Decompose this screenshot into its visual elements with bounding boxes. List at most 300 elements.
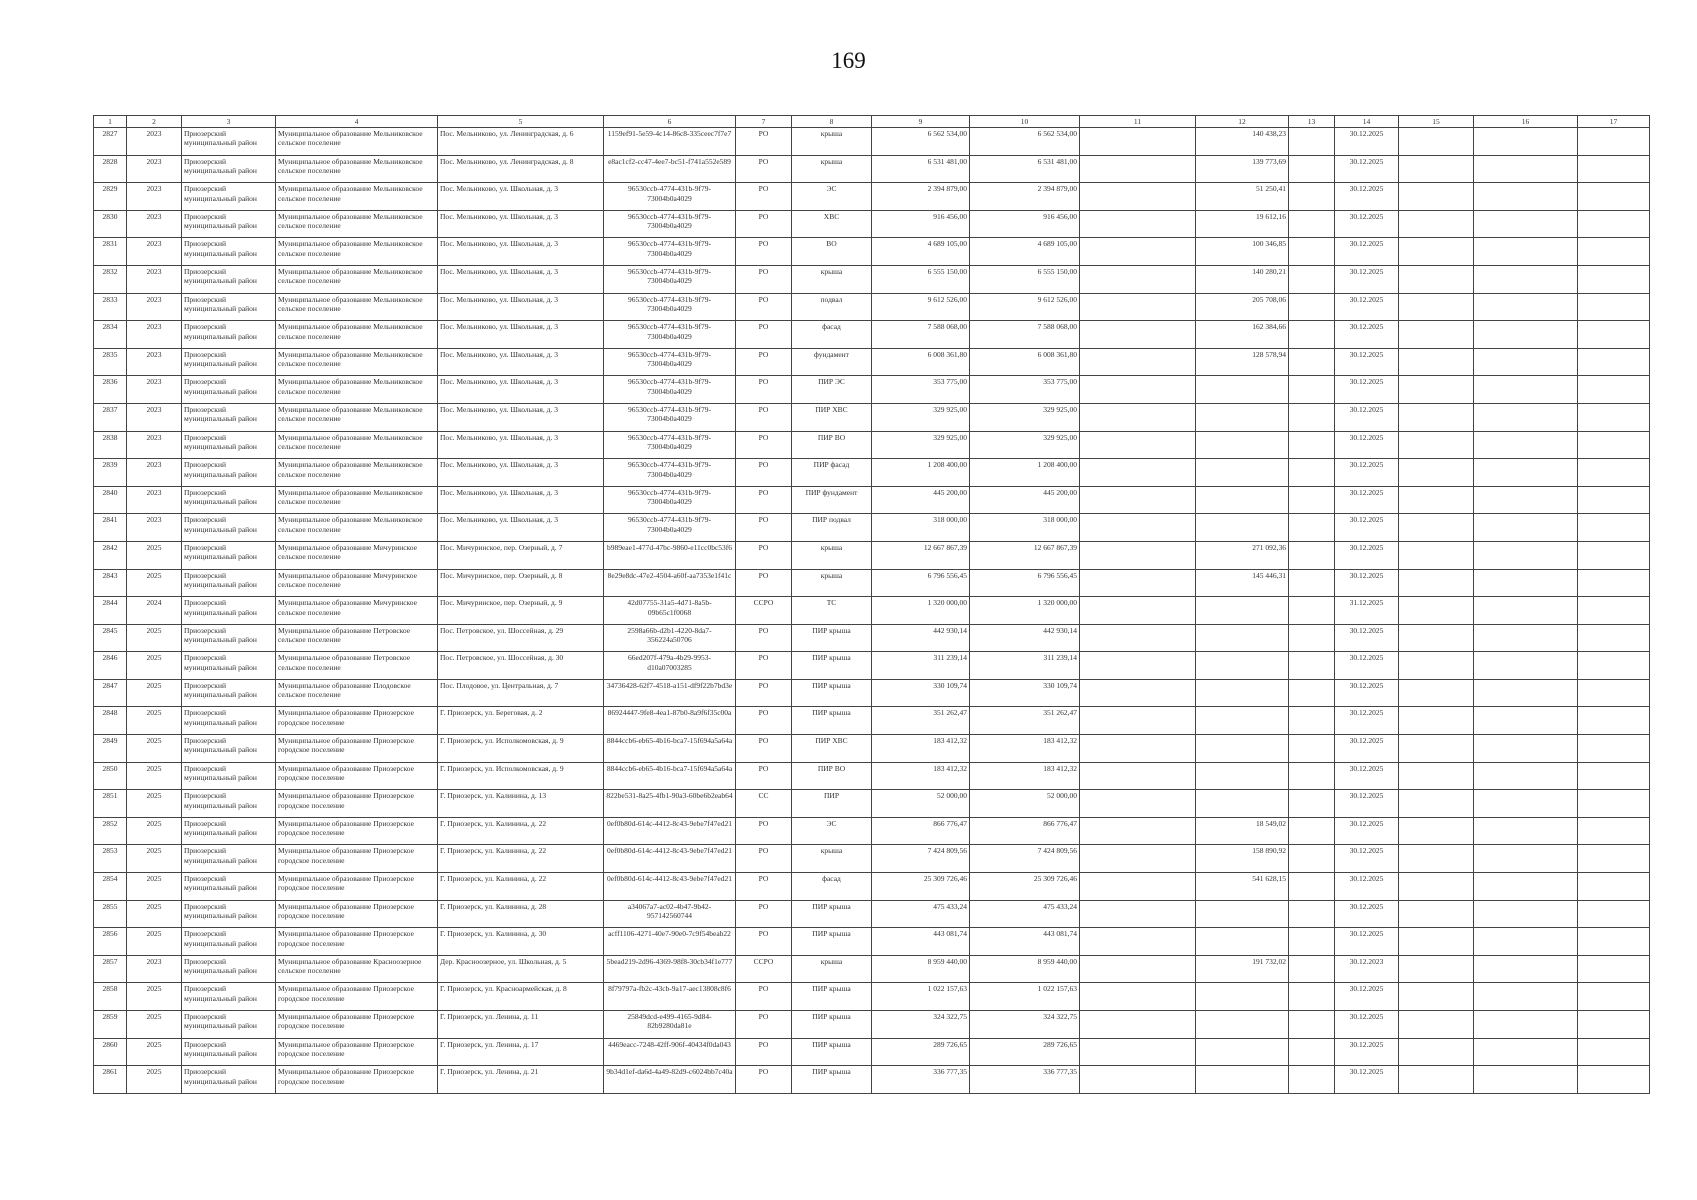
cell-column-13 bbox=[1289, 569, 1335, 597]
cell-column-15 bbox=[1399, 183, 1474, 211]
cell-cost-total: 289 726,65 bbox=[872, 1038, 970, 1066]
cell-row-number: 2833 bbox=[94, 293, 127, 321]
header-row bbox=[94, 116, 1650, 128]
cell-district: Приозерский муниципальный район bbox=[182, 238, 276, 266]
cell-column-17 bbox=[1578, 376, 1650, 404]
cell-district: Приозерский муниципальный район bbox=[182, 128, 276, 156]
cell-municipality: Муниципальное образование Мельниковское сельское поселение bbox=[276, 210, 438, 238]
cell-cost-owners: 271 092,36 bbox=[1196, 541, 1289, 569]
cell-column-13 bbox=[1289, 128, 1335, 156]
cell-address: Пос. Мельниково, ул. Школьная, д. 3 bbox=[438, 431, 604, 459]
cell-municipality: Муниципальное образование Мельниковское сельское поселение bbox=[276, 403, 438, 431]
cell-row-number: 2827 bbox=[94, 128, 127, 156]
cell-program: РО bbox=[736, 817, 792, 845]
cell-column-17 bbox=[1578, 873, 1650, 901]
column-header-13: 13 bbox=[1289, 116, 1335, 128]
cell-work-type: ПИР ХВС bbox=[792, 403, 872, 431]
cell-municipality: Муниципальное образование Приозерское городское поселение bbox=[276, 900, 438, 928]
cell-district: Приозерский муниципальный район bbox=[182, 376, 276, 404]
cell-cost-fund: 324 322,75 bbox=[970, 1011, 1080, 1039]
cell-row-number: 2838 bbox=[94, 431, 127, 459]
cell-cost-owners: 100 346,85 bbox=[1196, 238, 1289, 266]
cell-address: Г. Приозерск, ул. Калинина, д. 13 bbox=[438, 790, 604, 818]
cell-cost-total: 2 394 879,00 bbox=[872, 183, 970, 211]
cell-cost-fund: 1 022 157,63 bbox=[970, 983, 1080, 1011]
cell-work-type: ПИР крыша bbox=[792, 900, 872, 928]
cell-column-13 bbox=[1289, 210, 1335, 238]
cell-municipality: Муниципальное образование Приозерское городское поселение bbox=[276, 1038, 438, 1066]
cell-work-type: фундамент bbox=[792, 348, 872, 376]
cell-column-13 bbox=[1289, 1038, 1335, 1066]
cell-row-number: 2850 bbox=[94, 762, 127, 790]
cell-column-17 bbox=[1578, 597, 1650, 625]
cell-completion-date: 30.12.2025 bbox=[1335, 652, 1399, 680]
column-header-16: 16 bbox=[1474, 116, 1578, 128]
cell-cost-total: 475 433,24 bbox=[872, 900, 970, 928]
cell-column-17 bbox=[1578, 459, 1650, 487]
cell-column-16 bbox=[1474, 1038, 1578, 1066]
cell-house-guid: 96530ccb-4774-431b-9f79-73004b0a4029 bbox=[604, 486, 736, 514]
cell-municipality: Муниципальное образование Мельниковское сельское поселение bbox=[276, 293, 438, 321]
cell-municipality: Муниципальное образование Приозерское городское поселение bbox=[276, 735, 438, 763]
cell-column-17 bbox=[1578, 155, 1650, 183]
cell-municipality: Муниципальное образование Приозерское городское поселение bbox=[276, 762, 438, 790]
cell-address: Пос. Мельниково, ул. Школьная, д. 3 bbox=[438, 293, 604, 321]
cell-address: Г. Приозерск, ул. Калинина, д. 28 bbox=[438, 900, 604, 928]
cell-municipality: Муниципальное образование Мельниковское сельское поселение bbox=[276, 321, 438, 349]
table-row bbox=[94, 1038, 1650, 1066]
cell-cost-owners bbox=[1196, 983, 1289, 1011]
cell-completion-date: 30.12.2025 bbox=[1335, 183, 1399, 211]
cell-column-16 bbox=[1474, 597, 1578, 625]
cell-cost-budget bbox=[1080, 707, 1196, 735]
cell-year: 2023 bbox=[127, 265, 182, 293]
cell-year: 2025 bbox=[127, 873, 182, 901]
cell-cost-fund: 916 456,00 bbox=[970, 210, 1080, 238]
cell-completion-date: 30.12.2025 bbox=[1335, 707, 1399, 735]
cell-municipality: Муниципальное образование Мельниковское сельское поселение bbox=[276, 431, 438, 459]
cell-cost-fund: 1 320 000,00 bbox=[970, 597, 1080, 625]
cell-house-guid: 8f79797a-fb2c-43cb-9a17-aec13808c8f6 bbox=[604, 983, 736, 1011]
cell-column-17 bbox=[1578, 900, 1650, 928]
cell-district: Приозерский муниципальный район bbox=[182, 155, 276, 183]
cell-completion-date: 30.12.2025 bbox=[1335, 459, 1399, 487]
cell-column-13 bbox=[1289, 1066, 1335, 1094]
cell-work-type: ЭС bbox=[792, 817, 872, 845]
table-row bbox=[94, 679, 1650, 707]
cell-row-number: 2854 bbox=[94, 873, 127, 901]
cell-column-16 bbox=[1474, 348, 1578, 376]
cell-program: СС bbox=[736, 790, 792, 818]
cell-completion-date: 30.12.2025 bbox=[1335, 265, 1399, 293]
cell-column-17 bbox=[1578, 845, 1650, 873]
table-row bbox=[94, 459, 1650, 487]
cell-completion-date: 30.12.2025 bbox=[1335, 486, 1399, 514]
cell-cost-owners: 51 250,41 bbox=[1196, 183, 1289, 211]
cell-cost-owners bbox=[1196, 459, 1289, 487]
cell-district: Приозерский муниципальный район bbox=[182, 541, 276, 569]
cell-cost-fund: 25 309 726,46 bbox=[970, 873, 1080, 901]
cell-completion-date: 30.12.2025 bbox=[1335, 155, 1399, 183]
cell-cost-total: 445 200,00 bbox=[872, 486, 970, 514]
cell-work-type: крыша bbox=[792, 955, 872, 983]
cell-program: РО bbox=[736, 321, 792, 349]
cell-municipality: Муниципальное образование Плодовское сельское поселение bbox=[276, 679, 438, 707]
cell-municipality: Муниципальное образование Приозерское городское поселение bbox=[276, 983, 438, 1011]
cell-house-guid: 25849dcd-e499-4165-9d84-82b9280da81e bbox=[604, 1011, 736, 1039]
cell-program: РО bbox=[736, 293, 792, 321]
cell-completion-date: 30.12.2025 bbox=[1335, 1038, 1399, 1066]
cell-program: РО bbox=[736, 514, 792, 542]
cell-municipality: Муниципальное образование Мельниковское сельское поселение bbox=[276, 238, 438, 266]
cell-column-16 bbox=[1474, 762, 1578, 790]
cell-column-17 bbox=[1578, 928, 1650, 956]
cell-column-16 bbox=[1474, 707, 1578, 735]
cell-cost-fund: 475 433,24 bbox=[970, 900, 1080, 928]
cell-address: Г. Приозерск, ул. Исполкомовская, д. 9 bbox=[438, 735, 604, 763]
cell-completion-date: 30.12.2025 bbox=[1335, 845, 1399, 873]
table-row bbox=[94, 1066, 1650, 1094]
cell-row-number: 2851 bbox=[94, 790, 127, 818]
cell-column-15 bbox=[1399, 514, 1474, 542]
cell-district: Приозерский муниципальный район bbox=[182, 707, 276, 735]
cell-cost-fund: 6 531 481,00 bbox=[970, 155, 1080, 183]
cell-work-type: крыша bbox=[792, 845, 872, 873]
cell-year: 2023 bbox=[127, 376, 182, 404]
cell-column-16 bbox=[1474, 459, 1578, 487]
cell-year: 2023 bbox=[127, 155, 182, 183]
cell-column-15 bbox=[1399, 1038, 1474, 1066]
cell-work-type: ПИР крыша bbox=[792, 624, 872, 652]
cell-year: 2025 bbox=[127, 541, 182, 569]
cell-cost-budget bbox=[1080, 817, 1196, 845]
cell-year: 2025 bbox=[127, 983, 182, 1011]
cell-address: Г. Приозерск, ул. Исполкомовская, д. 9 bbox=[438, 762, 604, 790]
cell-cost-owners bbox=[1196, 928, 1289, 956]
cell-cost-total: 25 309 726,46 bbox=[872, 873, 970, 901]
cell-cost-budget bbox=[1080, 873, 1196, 901]
cell-district: Приозерский муниципальный район bbox=[182, 983, 276, 1011]
cell-address: Пос. Мельниково, ул. Школьная, д. 3 bbox=[438, 183, 604, 211]
cell-year: 2023 bbox=[127, 486, 182, 514]
cell-column-15 bbox=[1399, 486, 1474, 514]
cell-municipality: Муниципальное образование Мельниковское сельское поселение bbox=[276, 348, 438, 376]
cell-address: Пос. Мельниково, ул. Школьная, д. 3 bbox=[438, 210, 604, 238]
cell-cost-total: 6 555 150,00 bbox=[872, 265, 970, 293]
cell-completion-date: 30.12.2025 bbox=[1335, 735, 1399, 763]
cell-column-13 bbox=[1289, 707, 1335, 735]
cell-column-15 bbox=[1399, 900, 1474, 928]
cell-house-guid: 66ed207f-479a-4b29-9953-d10a07003285 bbox=[604, 652, 736, 680]
cell-address: Пос. Мельниково, ул. Школьная, д. 3 bbox=[438, 238, 604, 266]
cell-program: РО bbox=[736, 652, 792, 680]
cell-completion-date: 30.12.2025 bbox=[1335, 873, 1399, 901]
cell-program: РО bbox=[736, 983, 792, 1011]
cell-program: РО bbox=[736, 679, 792, 707]
table-row bbox=[94, 210, 1650, 238]
cell-year: 2023 bbox=[127, 955, 182, 983]
cell-house-guid: 1159ef91-5e59-4c14-86c8-335ceec7f7e7 bbox=[604, 128, 736, 156]
cell-completion-date: 30.12.2025 bbox=[1335, 679, 1399, 707]
cell-completion-date: 30.12.2025 bbox=[1335, 541, 1399, 569]
cell-column-15 bbox=[1399, 238, 1474, 266]
cell-column-13 bbox=[1289, 955, 1335, 983]
cell-cost-total: 336 777,35 bbox=[872, 1066, 970, 1094]
cell-column-17 bbox=[1578, 210, 1650, 238]
table-row bbox=[94, 403, 1650, 431]
cell-row-number: 2834 bbox=[94, 321, 127, 349]
cell-cost-fund: 8 959 440,00 bbox=[970, 955, 1080, 983]
cell-house-guid: 96530ccb-4774-431b-9f79-73004b0a4029 bbox=[604, 459, 736, 487]
cell-district: Приозерский муниципальный район bbox=[182, 569, 276, 597]
cell-year: 2025 bbox=[127, 707, 182, 735]
cell-house-guid: 34736428-62f7-4518-a151-df9f22b7bd3e bbox=[604, 679, 736, 707]
cell-cost-budget bbox=[1080, 652, 1196, 680]
cell-column-17 bbox=[1578, 183, 1650, 211]
cell-district: Приозерский муниципальный район bbox=[182, 403, 276, 431]
cell-cost-budget bbox=[1080, 1038, 1196, 1066]
cell-work-type: ТС bbox=[792, 597, 872, 625]
cell-completion-date: 30.12.2025 bbox=[1335, 403, 1399, 431]
cell-column-17 bbox=[1578, 790, 1650, 818]
cell-year: 2023 bbox=[127, 348, 182, 376]
cell-row-number: 2858 bbox=[94, 983, 127, 1011]
cell-house-guid: 96530ccb-4774-431b-9f79-73004b0a4029 bbox=[604, 348, 736, 376]
cell-row-number: 2831 bbox=[94, 238, 127, 266]
cell-column-16 bbox=[1474, 928, 1578, 956]
cell-address: Пос. Мельниково, ул. Школьная, д. 3 bbox=[438, 403, 604, 431]
cell-cost-fund: 866 776,47 bbox=[970, 817, 1080, 845]
table-row bbox=[94, 900, 1650, 928]
cell-municipality: Муниципальное образование Мичуринское сельское поселение bbox=[276, 597, 438, 625]
cell-cost-total: 7 424 809,56 bbox=[872, 845, 970, 873]
cell-work-type: ПИР крыша bbox=[792, 652, 872, 680]
column-header-1: 1 bbox=[94, 116, 127, 128]
cell-column-13 bbox=[1289, 183, 1335, 211]
cell-year: 2023 bbox=[127, 459, 182, 487]
cell-column-16 bbox=[1474, 155, 1578, 183]
cell-house-guid: e8ac1cf2-cc47-4ee7-bc51-f741a552e589 bbox=[604, 155, 736, 183]
cell-column-15 bbox=[1399, 928, 1474, 956]
cell-cost-budget bbox=[1080, 155, 1196, 183]
cell-municipality: Муниципальное образование Красноозерное сельское поселение bbox=[276, 955, 438, 983]
cell-year: 2023 bbox=[127, 128, 182, 156]
cell-cost-total: 12 667 867,39 bbox=[872, 541, 970, 569]
cell-cost-total: 6 562 534,00 bbox=[872, 128, 970, 156]
cell-cost-fund: 7 424 809,56 bbox=[970, 845, 1080, 873]
cell-work-type: ПИР крыша bbox=[792, 679, 872, 707]
cell-house-guid: 0ef0b80d-614c-4412-8c43-9ebe7f47ed21 bbox=[604, 873, 736, 901]
cell-column-13 bbox=[1289, 900, 1335, 928]
cell-completion-date: 30.12.2025 bbox=[1335, 624, 1399, 652]
cell-column-16 bbox=[1474, 983, 1578, 1011]
cell-column-15 bbox=[1399, 376, 1474, 404]
cell-column-16 bbox=[1474, 624, 1578, 652]
cell-column-16 bbox=[1474, 1066, 1578, 1094]
cell-cost-total: 183 412,32 bbox=[872, 735, 970, 763]
cell-column-17 bbox=[1578, 238, 1650, 266]
table-row bbox=[94, 486, 1650, 514]
cell-year: 2025 bbox=[127, 1038, 182, 1066]
cell-row-number: 2830 bbox=[94, 210, 127, 238]
cell-column-15 bbox=[1399, 873, 1474, 901]
cell-municipality: Муниципальное образование Приозерское городское поселение bbox=[276, 928, 438, 956]
cell-work-type: ПИР ВО bbox=[792, 762, 872, 790]
cell-program: РО bbox=[736, 762, 792, 790]
cell-cost-budget bbox=[1080, 955, 1196, 983]
cell-address: Пос. Мельниково, ул. Школьная, д. 3 bbox=[438, 514, 604, 542]
cell-completion-date: 30.12.2025 bbox=[1335, 348, 1399, 376]
cell-column-15 bbox=[1399, 128, 1474, 156]
cell-municipality: Муниципальное образование Петровское сельское поселение bbox=[276, 624, 438, 652]
table-row bbox=[94, 128, 1650, 156]
cell-cost-fund: 183 412,32 bbox=[970, 762, 1080, 790]
cell-column-16 bbox=[1474, 514, 1578, 542]
cell-program: РО bbox=[736, 210, 792, 238]
cell-cost-fund: 289 726,65 bbox=[970, 1038, 1080, 1066]
cell-column-15 bbox=[1399, 155, 1474, 183]
cell-cost-fund: 4 689 105,00 bbox=[970, 238, 1080, 266]
table-row bbox=[94, 1011, 1650, 1039]
cell-cost-total: 4 689 105,00 bbox=[872, 238, 970, 266]
cell-address: Пос. Петровское, ул. Шоссейная, д. 30 bbox=[438, 652, 604, 680]
cell-year: 2025 bbox=[127, 928, 182, 956]
cell-column-16 bbox=[1474, 486, 1578, 514]
cell-completion-date: 30.12.2025 bbox=[1335, 900, 1399, 928]
cell-cost-fund: 329 925,00 bbox=[970, 431, 1080, 459]
cell-address: Пос. Мельниково, ул. Школьная, д. 3 bbox=[438, 265, 604, 293]
cell-row-number: 2847 bbox=[94, 679, 127, 707]
cell-cost-budget bbox=[1080, 403, 1196, 431]
cell-house-guid: acff1106-4271-40e7-90e0-7c9f54beab22 bbox=[604, 928, 736, 956]
cell-column-15 bbox=[1399, 679, 1474, 707]
cell-house-guid: 96530ccb-4774-431b-9f79-73004b0a4029 bbox=[604, 293, 736, 321]
cell-column-15 bbox=[1399, 955, 1474, 983]
cell-cost-owners: 145 446,31 bbox=[1196, 569, 1289, 597]
table-row bbox=[94, 321, 1650, 349]
cell-row-number: 2832 bbox=[94, 265, 127, 293]
cell-column-16 bbox=[1474, 238, 1578, 266]
cell-program: РО bbox=[736, 183, 792, 211]
cell-address: Г. Приозерск, ул. Калинина, д. 22 bbox=[438, 873, 604, 901]
cell-cost-fund: 353 775,00 bbox=[970, 376, 1080, 404]
cell-program: РО bbox=[736, 403, 792, 431]
cell-cost-fund: 6 555 150,00 bbox=[970, 265, 1080, 293]
cell-column-16 bbox=[1474, 679, 1578, 707]
cell-cost-fund: 318 000,00 bbox=[970, 514, 1080, 542]
cell-district: Приозерский муниципальный район bbox=[182, 265, 276, 293]
cell-district: Приозерский муниципальный район bbox=[182, 1011, 276, 1039]
cell-row-number: 2835 bbox=[94, 348, 127, 376]
cell-column-15 bbox=[1399, 541, 1474, 569]
cell-house-guid: 2598a66b-d2b1-4220-8da7-356224a50706 bbox=[604, 624, 736, 652]
cell-year: 2025 bbox=[127, 845, 182, 873]
cell-column-13 bbox=[1289, 679, 1335, 707]
cell-column-17 bbox=[1578, 1038, 1650, 1066]
cell-year: 2025 bbox=[127, 569, 182, 597]
cell-column-17 bbox=[1578, 348, 1650, 376]
cell-house-guid: 96530ccb-4774-431b-9f79-73004b0a4029 bbox=[604, 431, 736, 459]
cell-cost-total: 330 109,74 bbox=[872, 679, 970, 707]
cell-district: Приозерский муниципальный район bbox=[182, 735, 276, 763]
cell-work-type: крыша bbox=[792, 541, 872, 569]
cell-column-15 bbox=[1399, 569, 1474, 597]
cell-column-16 bbox=[1474, 128, 1578, 156]
cell-cost-fund: 183 412,32 bbox=[970, 735, 1080, 763]
cell-column-13 bbox=[1289, 486, 1335, 514]
cell-cost-budget bbox=[1080, 348, 1196, 376]
cell-work-type: крыша bbox=[792, 569, 872, 597]
cell-cost-fund: 2 394 879,00 bbox=[970, 183, 1080, 211]
cell-year: 2023 bbox=[127, 210, 182, 238]
cell-cost-budget bbox=[1080, 128, 1196, 156]
cell-completion-date: 30.12.2025 bbox=[1335, 376, 1399, 404]
cell-row-number: 2859 bbox=[94, 1011, 127, 1039]
cell-completion-date: 30.12.2025 bbox=[1335, 790, 1399, 818]
cell-completion-date: 30.12.2025 bbox=[1335, 238, 1399, 266]
cell-column-16 bbox=[1474, 790, 1578, 818]
cell-year: 2025 bbox=[127, 624, 182, 652]
cell-house-guid: 9b34d1ef-da6d-4a49-82d9-c6024bb7c40a bbox=[604, 1066, 736, 1094]
cell-cost-total: 9 612 526,00 bbox=[872, 293, 970, 321]
registry-table bbox=[93, 115, 1650, 1094]
cell-cost-owners bbox=[1196, 900, 1289, 928]
table-row bbox=[94, 652, 1650, 680]
cell-column-17 bbox=[1578, 403, 1650, 431]
cell-column-16 bbox=[1474, 293, 1578, 321]
cell-house-guid: 96530ccb-4774-431b-9f79-73004b0a4029 bbox=[604, 514, 736, 542]
cell-cost-total: 7 588 068,00 bbox=[872, 321, 970, 349]
cell-cost-budget bbox=[1080, 679, 1196, 707]
cell-cost-owners bbox=[1196, 514, 1289, 542]
cell-cost-budget bbox=[1080, 321, 1196, 349]
table-row bbox=[94, 845, 1650, 873]
cell-year: 2024 bbox=[127, 597, 182, 625]
cell-program: РО bbox=[736, 541, 792, 569]
cell-column-13 bbox=[1289, 652, 1335, 680]
cell-municipality: Муниципальное образование Приозерское городское поселение bbox=[276, 845, 438, 873]
cell-column-13 bbox=[1289, 873, 1335, 901]
page-number: 169 bbox=[831, 48, 866, 73]
cell-address: Г. Приозерск, ул. Калинина, д. 22 bbox=[438, 817, 604, 845]
column-header-17: 17 bbox=[1578, 116, 1650, 128]
cell-cost-total: 324 322,75 bbox=[872, 1011, 970, 1039]
cell-house-guid: 96530ccb-4774-431b-9f79-73004b0a4029 bbox=[604, 183, 736, 211]
cell-column-17 bbox=[1578, 707, 1650, 735]
cell-year: 2025 bbox=[127, 735, 182, 763]
cell-district: Приозерский муниципальный район bbox=[182, 762, 276, 790]
column-header-6: 6 bbox=[604, 116, 736, 128]
cell-cost-owners bbox=[1196, 431, 1289, 459]
cell-column-15 bbox=[1399, 624, 1474, 652]
cell-cost-budget bbox=[1080, 597, 1196, 625]
cell-cost-owners bbox=[1196, 1038, 1289, 1066]
cell-row-number: 2852 bbox=[94, 817, 127, 845]
cell-program: ССРО bbox=[736, 955, 792, 983]
cell-address: Г. Приозерск, ул. Ленина, д. 11 bbox=[438, 1011, 604, 1039]
cell-municipality: Муниципальное образование Мельниковское сельское поселение bbox=[276, 459, 438, 487]
cell-completion-date: 30.12.2025 bbox=[1335, 569, 1399, 597]
cell-cost-fund: 1 208 400,00 bbox=[970, 459, 1080, 487]
column-header-7: 7 bbox=[736, 116, 792, 128]
cell-house-guid: 86924447-9fe8-4ea1-87b0-8a9f6f35c00a bbox=[604, 707, 736, 735]
cell-cost-total: 1 022 157,63 bbox=[872, 983, 970, 1011]
cell-column-13 bbox=[1289, 348, 1335, 376]
cell-cost-total: 1 320 000,00 bbox=[872, 597, 970, 625]
cell-address: Г. Приозерск, ул. Ленина, д. 17 bbox=[438, 1038, 604, 1066]
cell-year: 2023 bbox=[127, 403, 182, 431]
cell-column-15 bbox=[1399, 321, 1474, 349]
